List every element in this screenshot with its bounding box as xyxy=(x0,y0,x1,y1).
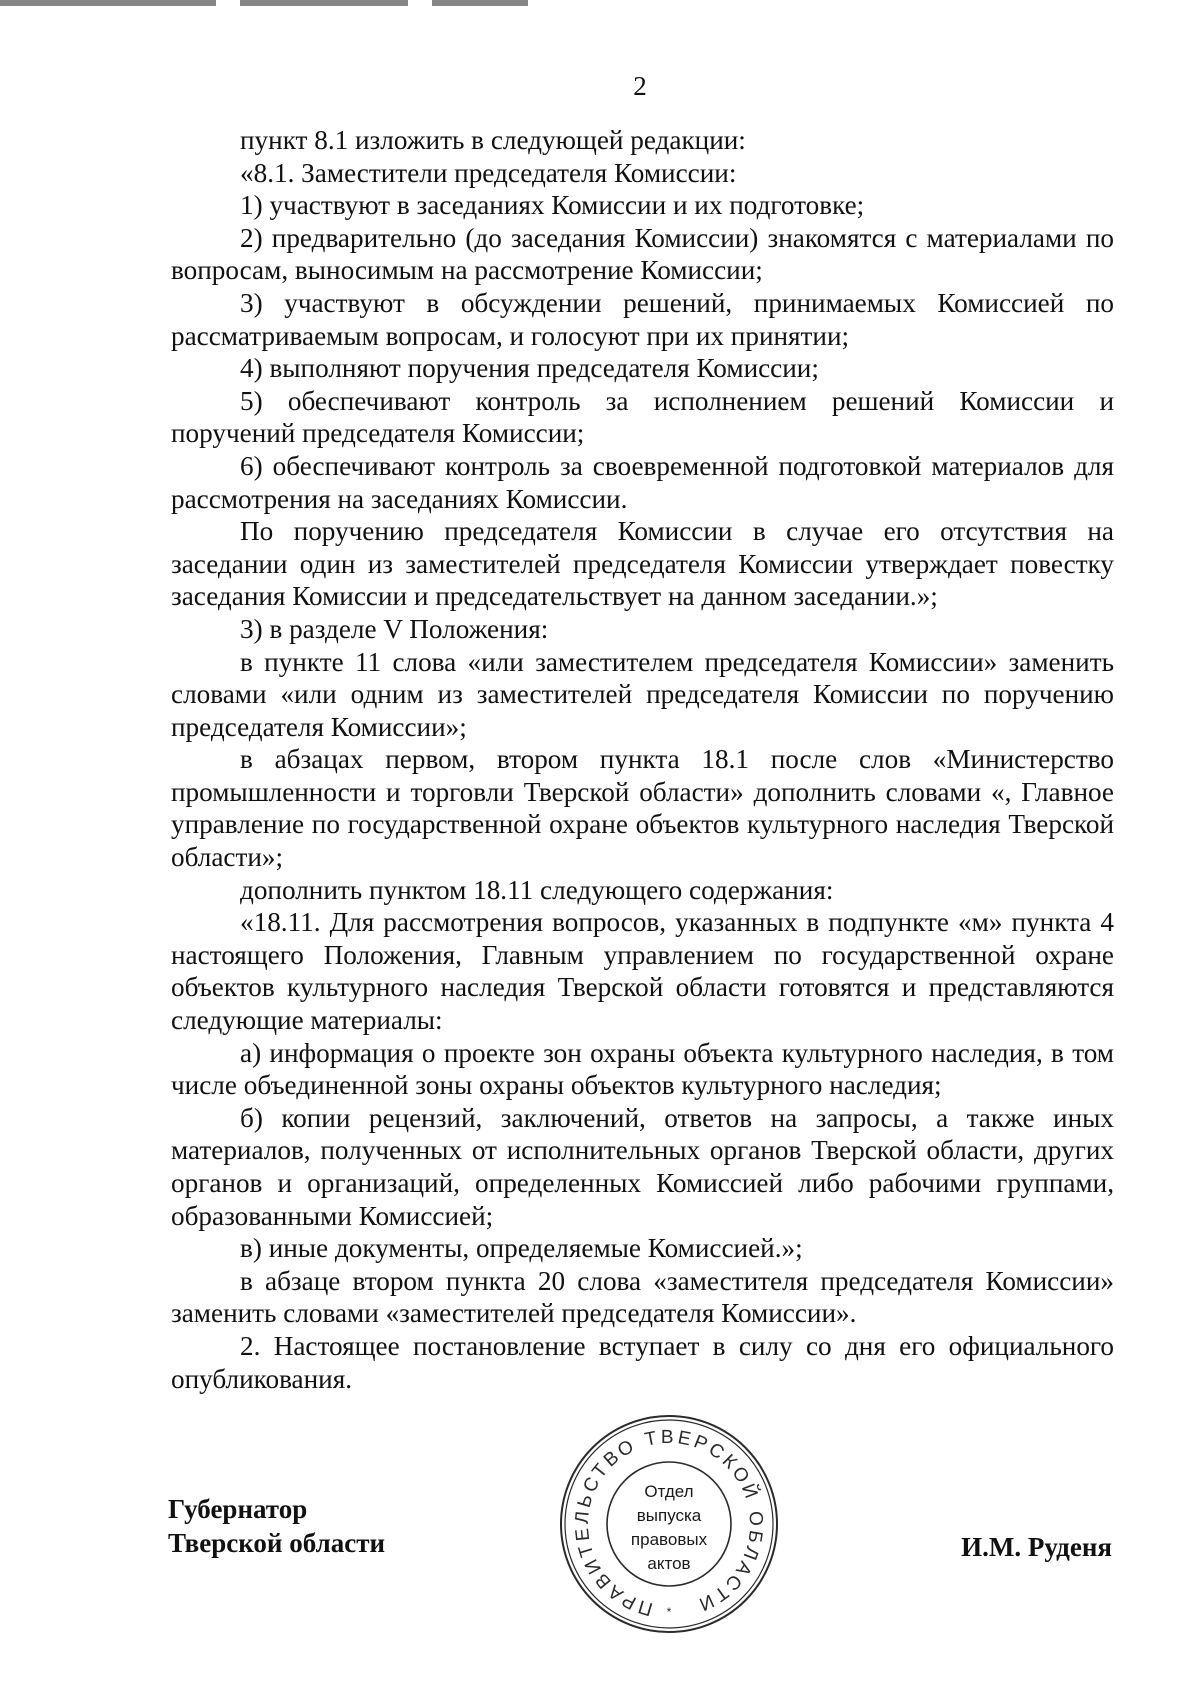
paragraph: в абзацах первом, втором пункта 18.1 после слов «Министерство промышленности и торговли Тверской области» дополнить словами «, Главное управление по государственной охране объектов культурного наследия Тверской области»; xyxy=(171,744,1114,873)
seal-center-text xyxy=(611,1470,727,1586)
paragraph: 1) участвуют в заседаниях Комиссии и их подготовке; xyxy=(240,190,865,221)
page-number: 2 xyxy=(633,71,647,101)
seal-line: актов xyxy=(647,1554,691,1573)
signatory-name: И.М. Руденя xyxy=(961,1532,1112,1562)
paragraph: 5) обеспечивают контроль за исполнением решений Комиссии и поручений председателя Комиссии; xyxy=(171,385,1114,449)
position-line: Тверской области xyxy=(168,1528,386,1558)
official-seal xyxy=(557,1412,781,1636)
paragraph: 4) выполняют поручения председателя Комиссии; xyxy=(240,353,819,384)
position-line: Губернатор xyxy=(168,1494,308,1524)
paragraph: б) копии рецензий, заключений, ответов на запросы, а также иных материалов, полученных от исполнительных органов Тверской области, других органов и организаций, определенных Комиссией либо рабочими группами, образованными Комиссией; xyxy=(171,1102,1114,1231)
paragraph: 2) предварительно (до заседания Комиссии) знакомятся с материалами по вопросам, выносимым на рассмотрение Комиссии; xyxy=(171,222,1114,286)
paragraph: По поручению председателя Комиссии в случае его отсутствия на заседании один из заместителей председателя Комиссии утверждает повестку заседания Комиссии и председательствует на данном заседании.»; xyxy=(171,516,1114,612)
paragraph: 6) обеспечивают контроль за своевременной подготовкой материалов для рассмотрения на заседаниях Комиссии. xyxy=(171,450,1114,514)
seal-ring-text: ПРАВИТЕЛЬСТВО ТВЕРСКОЙ ОБЛАСТИ xyxy=(571,1426,767,1620)
seal-line: Отдел xyxy=(644,1482,694,1501)
seal-line: правовых xyxy=(630,1530,708,1549)
paragraph: пункт 8.1 изложить в следующей редакции: xyxy=(240,125,746,155)
paragraph: дополнить пунктом 18.11 следующего содержания: xyxy=(240,874,834,905)
scan-edge-artifact xyxy=(0,0,1200,6)
paragraph: в пункте 11 слова «или заместителем председателя Комиссии» заменить словами «или одним из заместителей председателя Комиссии по поручению председателя Комиссии»; xyxy=(171,646,1114,742)
document-body xyxy=(171,124,1114,1395)
paragraph: а) информация о проекте зон охраны объекта культурного наследия, в том числе объединенной зоны охраны объектов культурного наследия; xyxy=(171,1037,1114,1101)
paragraph: в) иные документы, определяемые Комиссией.»; xyxy=(240,1233,803,1264)
signatory-position xyxy=(168,1492,385,1560)
paragraph: 2. Настоящее постановление вступает в силу со дня его официального опубликования. xyxy=(171,1330,1114,1394)
paragraph: 3) участвуют в обсуждении решений, принимаемых Комиссией по рассматриваемым вопросам, и голосуют при их принятии; xyxy=(171,287,1114,351)
paragraph: 3) в разделе V Положения: xyxy=(240,613,549,644)
paragraph: «8.1. Заместители председателя Комиссии: xyxy=(240,157,737,188)
seal-star: * xyxy=(666,1605,672,1619)
seal-line: выпуска xyxy=(636,1506,702,1525)
paragraph: в абзаце втором пункта 20 слова «заместителя председателя Комиссии» заменить словами «заместителей председателя Комиссии». xyxy=(171,1265,1114,1329)
paragraph: «18.11. Для рассмотрения вопросов, указанных в подпункте «м» пункта 4 настоящего Положения, Главным управлением по государственной охране объектов культурного наследия Тверской области готовятся и представляются следующие материалы: xyxy=(171,907,1114,1036)
